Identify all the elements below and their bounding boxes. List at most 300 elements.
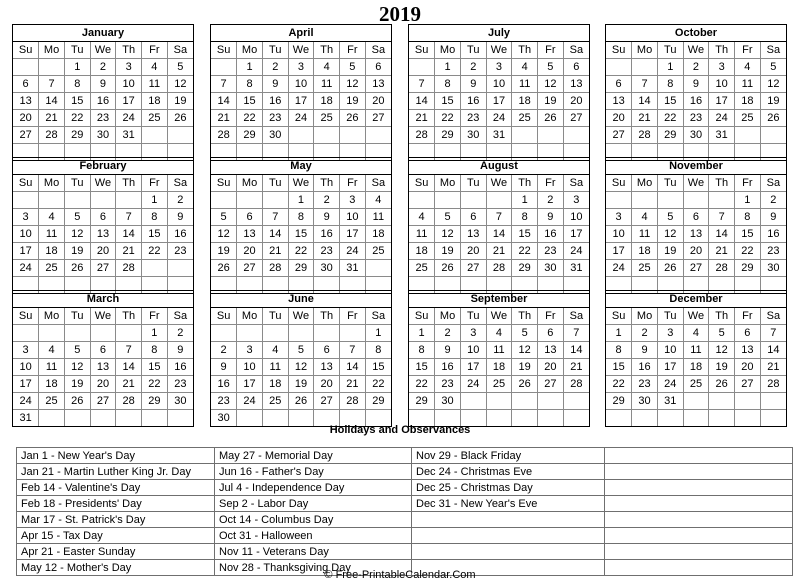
month-calendar [605, 157, 787, 294]
holiday-cell: Sep 2 - Labor Day [215, 496, 412, 512]
day-cell: 23 [538, 243, 564, 260]
day-cell: 1 [142, 192, 168, 209]
month-calendar [408, 24, 590, 161]
day-cell: 13 [90, 359, 116, 376]
day-cell: 16 [90, 93, 116, 110]
day-cell: 31 [13, 410, 39, 427]
day-cell: 7 [409, 76, 435, 93]
day-cell: 16 [632, 359, 658, 376]
day-cell: 25 [683, 376, 709, 393]
day-cell: 22 [142, 243, 168, 260]
day-cell: 15 [64, 93, 90, 110]
weekday-header: Fr [340, 175, 366, 192]
day-cell: 30 [760, 260, 786, 277]
day-cell: 21 [563, 359, 589, 376]
day-cell: 1 [237, 59, 263, 76]
day-cell: 7 [632, 76, 658, 93]
day-cell: 28 [340, 393, 366, 410]
holiday-cell: Dec 25 - Christmas Day [412, 480, 605, 496]
weekday-header: Tu [262, 42, 288, 59]
weekday-header: Tu [460, 308, 486, 325]
day-cell: 26 [435, 260, 461, 277]
day-cell: 3 [657, 325, 683, 342]
day-cell: 8 [657, 76, 683, 93]
day-cell: 7 [211, 76, 237, 93]
day-cell: 30 [435, 393, 461, 410]
day-cell: 5 [340, 59, 366, 76]
day-cell: 18 [735, 93, 761, 110]
holiday-cell [605, 512, 793, 528]
holiday-cell: Dec 24 - Christmas Eve [412, 464, 605, 480]
day-cell: 27 [237, 260, 263, 277]
empty-day-cell [563, 127, 589, 144]
day-cell: 10 [13, 226, 39, 243]
empty-day-cell [90, 192, 116, 209]
weekday-header: Tu [657, 42, 683, 59]
weekday-header: Su [211, 42, 237, 59]
day-cell: 1 [142, 325, 168, 342]
day-cell: 22 [657, 110, 683, 127]
day-cell: 10 [237, 359, 263, 376]
empty-day-cell [167, 260, 193, 277]
empty-day-cell [512, 127, 538, 144]
month-calendar [408, 157, 590, 294]
day-cell: 5 [435, 209, 461, 226]
day-cell: 24 [563, 243, 589, 260]
empty-day-cell [683, 192, 709, 209]
empty-day-cell [39, 59, 65, 76]
empty-day-cell [632, 59, 658, 76]
day-cell: 27 [365, 110, 391, 127]
day-cell: 15 [657, 93, 683, 110]
day-cell: 16 [460, 93, 486, 110]
empty-day-cell [39, 192, 65, 209]
weekday-header: Sa [167, 42, 193, 59]
weekday-header: Mo [237, 175, 263, 192]
day-cell: 11 [486, 342, 512, 359]
weekday-header: Mo [39, 175, 65, 192]
day-cell: 12 [435, 226, 461, 243]
day-cell: 20 [735, 359, 761, 376]
day-cell: 16 [435, 359, 461, 376]
day-cell: 30 [90, 127, 116, 144]
day-cell: 19 [512, 359, 538, 376]
empty-day-cell [211, 59, 237, 76]
day-cell: 14 [116, 226, 142, 243]
day-cell: 7 [709, 209, 735, 226]
day-cell: 7 [486, 209, 512, 226]
day-cell: 24 [340, 243, 366, 260]
day-cell: 17 [563, 226, 589, 243]
day-cell: 11 [409, 226, 435, 243]
day-cell: 1 [365, 325, 391, 342]
day-cell: 13 [460, 226, 486, 243]
weekday-header: Mo [632, 175, 658, 192]
day-cell: 5 [709, 325, 735, 342]
day-cell: 15 [409, 359, 435, 376]
day-cell: 7 [116, 209, 142, 226]
empty-day-cell [237, 192, 263, 209]
empty-day-cell [288, 127, 314, 144]
day-cell: 5 [64, 342, 90, 359]
day-cell: 11 [632, 226, 658, 243]
day-cell: 29 [365, 393, 391, 410]
day-cell: 23 [683, 110, 709, 127]
day-cell: 29 [64, 127, 90, 144]
day-cell: 27 [460, 260, 486, 277]
day-cell: 18 [683, 359, 709, 376]
day-cell: 20 [563, 93, 589, 110]
month-name: November [606, 158, 786, 175]
day-cell: 19 [211, 243, 237, 260]
day-cell: 6 [314, 342, 340, 359]
day-cell: 30 [262, 127, 288, 144]
day-cell: 2 [314, 192, 340, 209]
weekday-header: Th [116, 308, 142, 325]
day-cell: 1 [288, 192, 314, 209]
weekday-header: Mo [632, 308, 658, 325]
day-cell: 29 [237, 127, 263, 144]
empty-day-cell [760, 127, 786, 144]
weekday-header: Fr [340, 308, 366, 325]
empty-day-cell [64, 325, 90, 342]
day-cell: 3 [340, 192, 366, 209]
day-cell: 27 [538, 376, 564, 393]
weekday-header: Th [709, 175, 735, 192]
day-cell: 21 [709, 243, 735, 260]
day-cell: 21 [409, 110, 435, 127]
day-cell: 2 [435, 325, 461, 342]
day-cell: 3 [13, 342, 39, 359]
day-cell: 17 [486, 93, 512, 110]
empty-day-cell [657, 192, 683, 209]
day-cell: 9 [760, 209, 786, 226]
weekday-header: Sa [563, 308, 589, 325]
day-cell: 7 [760, 325, 786, 342]
empty-day-cell [365, 260, 391, 277]
day-cell: 29 [142, 393, 168, 410]
day-cell: 24 [116, 110, 142, 127]
weekday-header: Sa [365, 308, 391, 325]
month-name: July [409, 25, 589, 42]
day-cell: 8 [606, 342, 632, 359]
day-cell: 10 [606, 226, 632, 243]
day-cell: 23 [167, 243, 193, 260]
day-cell: 16 [538, 226, 564, 243]
day-cell: 4 [512, 59, 538, 76]
day-cell: 27 [606, 127, 632, 144]
day-cell: 29 [288, 260, 314, 277]
weekday-header: We [683, 175, 709, 192]
day-cell: 11 [39, 226, 65, 243]
day-cell: 18 [39, 376, 65, 393]
holiday-cell: Nov 11 - Veterans Day [215, 544, 412, 560]
day-cell: 6 [563, 59, 589, 76]
holidays-table [16, 447, 793, 576]
day-cell: 24 [460, 376, 486, 393]
day-cell: 4 [39, 209, 65, 226]
weekday-header: Su [409, 42, 435, 59]
holiday-cell [605, 480, 793, 496]
day-cell: 2 [211, 342, 237, 359]
day-cell: 2 [632, 325, 658, 342]
weekday-header: Th [314, 42, 340, 59]
empty-day-cell [314, 127, 340, 144]
holidays-title: Holidays and Observances [329, 424, 471, 436]
day-cell: 8 [64, 76, 90, 93]
day-cell: 1 [606, 325, 632, 342]
day-cell: 27 [90, 393, 116, 410]
weekday-header: Tu [64, 42, 90, 59]
holiday-cell: May 12 - Mother's Day [17, 560, 215, 576]
empty-day-cell [116, 325, 142, 342]
day-cell: 17 [237, 376, 263, 393]
day-cell: 2 [683, 59, 709, 76]
holiday-cell: Jan 1 - New Year's Day [17, 448, 215, 464]
weekday-header: Tu [64, 175, 90, 192]
day-cell: 12 [211, 226, 237, 243]
day-cell: 14 [709, 226, 735, 243]
day-cell: 2 [760, 192, 786, 209]
footer-credit: © Free-PrintableCalendar.Com [324, 569, 476, 581]
empty-day-cell [632, 192, 658, 209]
day-cell: 28 [262, 260, 288, 277]
day-cell: 10 [340, 209, 366, 226]
weekday-header: Th [512, 175, 538, 192]
day-cell: 16 [262, 93, 288, 110]
day-cell: 14 [632, 93, 658, 110]
day-cell: 24 [486, 110, 512, 127]
day-cell: 23 [314, 243, 340, 260]
day-cell: 11 [735, 76, 761, 93]
day-cell: 23 [167, 376, 193, 393]
day-cell: 13 [563, 76, 589, 93]
day-cell: 9 [538, 209, 564, 226]
weekday-header: Fr [735, 42, 761, 59]
day-cell: 2 [460, 59, 486, 76]
day-cell: 27 [735, 376, 761, 393]
day-cell: 19 [64, 243, 90, 260]
day-cell: 6 [237, 209, 263, 226]
day-cell: 19 [709, 359, 735, 376]
day-cell: 26 [709, 376, 735, 393]
day-cell: 20 [683, 243, 709, 260]
day-cell: 16 [760, 226, 786, 243]
holiday-cell: Jan 21 - Martin Luther King Jr. Day [17, 464, 215, 480]
empty-day-cell [142, 260, 168, 277]
day-cell: 24 [13, 393, 39, 410]
holiday-cell: Oct 14 - Columbus Day [215, 512, 412, 528]
empty-day-cell [340, 127, 366, 144]
holiday-row [17, 544, 793, 560]
day-cell: 3 [288, 59, 314, 76]
day-cell: 11 [365, 209, 391, 226]
day-cell: 7 [116, 342, 142, 359]
empty-day-cell [538, 393, 564, 410]
day-cell: 22 [735, 243, 761, 260]
month-calendar [210, 290, 392, 427]
day-cell: 21 [39, 110, 65, 127]
month-name: December [606, 291, 786, 308]
weekday-header: Th [314, 175, 340, 192]
day-cell: 10 [460, 342, 486, 359]
day-cell: 19 [340, 93, 366, 110]
day-cell: 4 [683, 325, 709, 342]
day-cell: 21 [211, 110, 237, 127]
day-cell: 6 [90, 209, 116, 226]
day-cell: 20 [460, 243, 486, 260]
day-cell: 31 [563, 260, 589, 277]
day-cell: 14 [486, 226, 512, 243]
weekday-header: Mo [39, 308, 65, 325]
holiday-row [17, 512, 793, 528]
day-cell: 9 [314, 209, 340, 226]
day-cell: 4 [262, 342, 288, 359]
day-cell: 5 [288, 342, 314, 359]
day-cell: 22 [237, 110, 263, 127]
day-cell: 15 [142, 359, 168, 376]
empty-day-cell [167, 127, 193, 144]
empty-day-cell [709, 393, 735, 410]
month-calendar [210, 24, 392, 161]
day-cell: 17 [116, 93, 142, 110]
month-name: June [211, 291, 391, 308]
day-cell: 18 [262, 376, 288, 393]
day-cell: 23 [760, 243, 786, 260]
weekday-header: Sa [365, 175, 391, 192]
day-cell: 26 [760, 110, 786, 127]
day-cell: 3 [237, 342, 263, 359]
empty-day-cell [409, 59, 435, 76]
day-cell: 24 [288, 110, 314, 127]
day-cell: 28 [116, 260, 142, 277]
day-cell: 15 [142, 226, 168, 243]
day-cell: 11 [39, 359, 65, 376]
day-cell: 28 [632, 127, 658, 144]
day-cell: 27 [13, 127, 39, 144]
day-cell: 15 [512, 226, 538, 243]
weekday-header: Su [409, 308, 435, 325]
day-cell: 30 [538, 260, 564, 277]
day-cell: 4 [365, 192, 391, 209]
holiday-cell: Jul 4 - Independence Day [215, 480, 412, 496]
weekday-header: Mo [39, 42, 65, 59]
day-cell: 13 [90, 226, 116, 243]
day-cell: 8 [142, 209, 168, 226]
weekday-header: Tu [262, 308, 288, 325]
day-cell: 8 [142, 342, 168, 359]
day-cell: 21 [262, 243, 288, 260]
day-cell: 19 [657, 243, 683, 260]
day-cell: 13 [314, 359, 340, 376]
holiday-cell: Feb 18 - Presidents' Day [17, 496, 215, 512]
day-cell: 29 [409, 393, 435, 410]
day-cell: 22 [606, 376, 632, 393]
day-cell: 27 [314, 393, 340, 410]
month-name: August [409, 158, 589, 175]
day-cell: 12 [167, 76, 193, 93]
weekday-header: We [90, 175, 116, 192]
day-cell: 22 [435, 110, 461, 127]
day-cell: 11 [262, 359, 288, 376]
day-cell: 22 [365, 376, 391, 393]
day-cell: 7 [39, 76, 65, 93]
day-cell: 10 [709, 76, 735, 93]
holiday-cell: Feb 14 - Valentine's Day [17, 480, 215, 496]
day-cell: 6 [13, 76, 39, 93]
empty-day-cell [538, 127, 564, 144]
month-calendar [605, 290, 787, 427]
day-cell: 28 [211, 127, 237, 144]
day-cell: 26 [512, 376, 538, 393]
weekday-header: Tu [460, 175, 486, 192]
day-cell: 14 [760, 342, 786, 359]
month-name: May [211, 158, 391, 175]
day-cell: 1 [409, 325, 435, 342]
day-cell: 12 [709, 342, 735, 359]
day-cell: 19 [435, 243, 461, 260]
empty-day-cell [563, 393, 589, 410]
day-cell: 13 [365, 76, 391, 93]
day-cell: 21 [116, 243, 142, 260]
day-cell: 22 [512, 243, 538, 260]
day-cell: 9 [683, 76, 709, 93]
weekday-header: Fr [142, 175, 168, 192]
day-cell: 8 [365, 342, 391, 359]
day-cell: 20 [90, 376, 116, 393]
empty-day-cell [90, 325, 116, 342]
month-calendar [408, 290, 590, 427]
day-cell: 19 [538, 93, 564, 110]
day-cell: 28 [563, 376, 589, 393]
holiday-cell [412, 512, 605, 528]
day-cell: 31 [116, 127, 142, 144]
day-cell: 4 [314, 59, 340, 76]
weekday-header: Sa [167, 308, 193, 325]
day-cell: 9 [211, 359, 237, 376]
day-cell: 4 [486, 325, 512, 342]
day-cell: 29 [435, 127, 461, 144]
day-cell: 26 [64, 393, 90, 410]
weekday-header: Sa [760, 42, 786, 59]
day-cell: 6 [90, 342, 116, 359]
day-cell: 10 [657, 342, 683, 359]
day-cell: 15 [735, 226, 761, 243]
day-cell: 25 [262, 393, 288, 410]
empty-day-cell [211, 325, 237, 342]
day-cell: 31 [657, 393, 683, 410]
day-cell: 4 [142, 59, 168, 76]
day-cell: 27 [90, 260, 116, 277]
day-cell: 3 [606, 209, 632, 226]
day-cell: 31 [340, 260, 366, 277]
day-cell: 22 [288, 243, 314, 260]
weekday-header: Sa [563, 42, 589, 59]
empty-day-cell [683, 393, 709, 410]
holiday-cell [605, 528, 793, 544]
day-cell: 25 [39, 260, 65, 277]
day-cell: 12 [760, 76, 786, 93]
day-cell: 18 [365, 226, 391, 243]
day-cell: 10 [486, 76, 512, 93]
weekday-header: Sa [167, 175, 193, 192]
day-cell: 30 [632, 393, 658, 410]
empty-day-cell [142, 127, 168, 144]
empty-day-cell [735, 127, 761, 144]
day-cell: 4 [735, 59, 761, 76]
day-cell: 20 [606, 110, 632, 127]
day-cell: 28 [409, 127, 435, 144]
